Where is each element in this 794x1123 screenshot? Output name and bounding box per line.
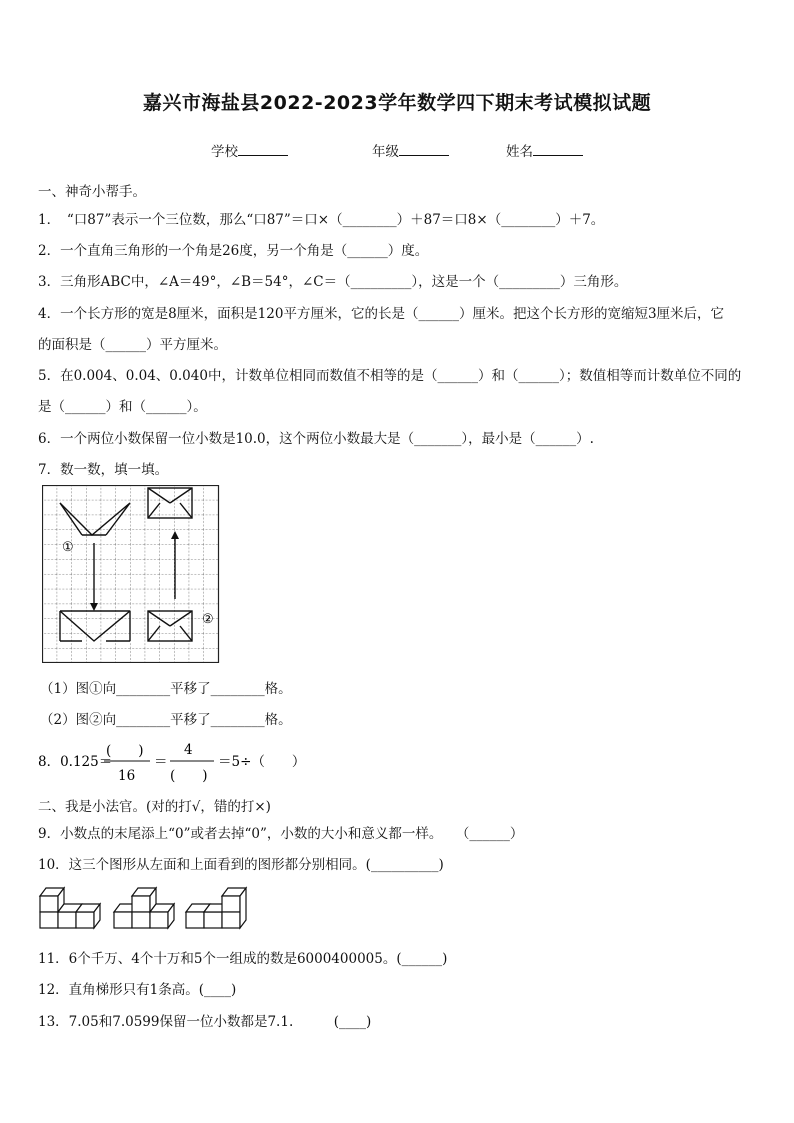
grade-field[interactable] bbox=[372, 140, 449, 160]
page-title: 嘉兴市海盐县2022-2023学年数学四下期末考试模拟试题 bbox=[142, 92, 652, 114]
question-4-line-1: 4．一个长方形的宽是8厘米，面积是120平方厘米，它的长是（______）厘米。把这个长方形的宽缩短3厘米后，它 bbox=[38, 306, 725, 322]
q8-frac2-numerator: 4 bbox=[184, 742, 193, 758]
grade-label: 年级 bbox=[372, 144, 399, 160]
question-13: 13．7.05和7.0599保留一位小数都是7.1. (____) bbox=[38, 1014, 372, 1030]
q8-frac1-numerator: ( ) bbox=[106, 743, 144, 759]
q8-equals: ＝ bbox=[154, 754, 168, 770]
cube-views-figure bbox=[38, 882, 252, 932]
question-7: 7．数一数，填一填。 bbox=[38, 462, 169, 478]
figure-label-2: ② bbox=[202, 612, 214, 627]
question-11: 11．6个千万、4个十万和5个一组成的数是6000400005。(______) bbox=[38, 951, 448, 967]
question-6: 6．一个两位小数保留一位小数是10.0，这个两位小数最大是（_______），最小是（______）. bbox=[38, 431, 594, 447]
school-blank[interactable] bbox=[238, 141, 288, 156]
translation-grid-figure bbox=[42, 485, 220, 663]
question-7-sub-2: （2）图②向________平移了________格。 bbox=[40, 712, 292, 728]
q8-frac2-denominator: ( ) bbox=[170, 768, 208, 784]
figure-label-1: ① bbox=[62, 540, 74, 555]
question-10: 10．这三个图形从左面和上面看到的图形都分别相同。(__________) bbox=[38, 857, 444, 873]
question-8 bbox=[38, 740, 338, 786]
question-5-line-2: 是（______）和（______）。 bbox=[38, 399, 207, 415]
cube-figure-2 bbox=[114, 888, 174, 928]
question-1: 1． “口87”表示一个三位数，那么“口87”＝口×（________）＋87＝口8×（________）＋7。 bbox=[38, 212, 605, 228]
name-blank[interactable] bbox=[533, 141, 583, 156]
section2-heading: 二、我是小法官。(对的打√，错的打×) bbox=[38, 799, 271, 815]
cube-figure-3 bbox=[186, 888, 246, 928]
question-2: 2．一个直角三角形的一个角是26度，另一个角是（______）度。 bbox=[38, 243, 429, 259]
question-3: 3．三角形ABC中，∠A＝49°，∠B＝54°，∠C＝（_________），这是一个（_________）三角形。 bbox=[38, 274, 628, 290]
q8-frac1-denominator: 16 bbox=[118, 768, 136, 784]
grade-blank[interactable] bbox=[399, 141, 449, 156]
section1-heading: 一、神奇小帮手。 bbox=[38, 184, 146, 200]
question-5-line-1: 5．在0.004、0.04、0.040中，计数单位相同而数值不相等的是（______）和（______）；数值相等而计数单位不同的 bbox=[38, 368, 742, 384]
cube-figure-1 bbox=[40, 888, 100, 928]
name-label: 姓名 bbox=[506, 144, 533, 160]
question-9: 9．小数点的末尾添上“0”或者去掉“0”，小数的大小和意义都一样。 （______） bbox=[38, 826, 524, 842]
school-label: 学校 bbox=[211, 144, 238, 160]
school-field[interactable] bbox=[211, 140, 288, 160]
q8-tail: ＝5÷（ ） bbox=[218, 754, 306, 770]
q8-lead: 8．0.125＝ bbox=[38, 754, 113, 770]
question-7-sub-1: （1）图①向________平移了________格。 bbox=[40, 681, 292, 697]
name-field[interactable] bbox=[506, 140, 583, 160]
question-4-line-2: 的面积是（______）平方厘米。 bbox=[38, 337, 227, 353]
question-12: 12．直角梯形只有1条高。(____) bbox=[38, 982, 237, 998]
